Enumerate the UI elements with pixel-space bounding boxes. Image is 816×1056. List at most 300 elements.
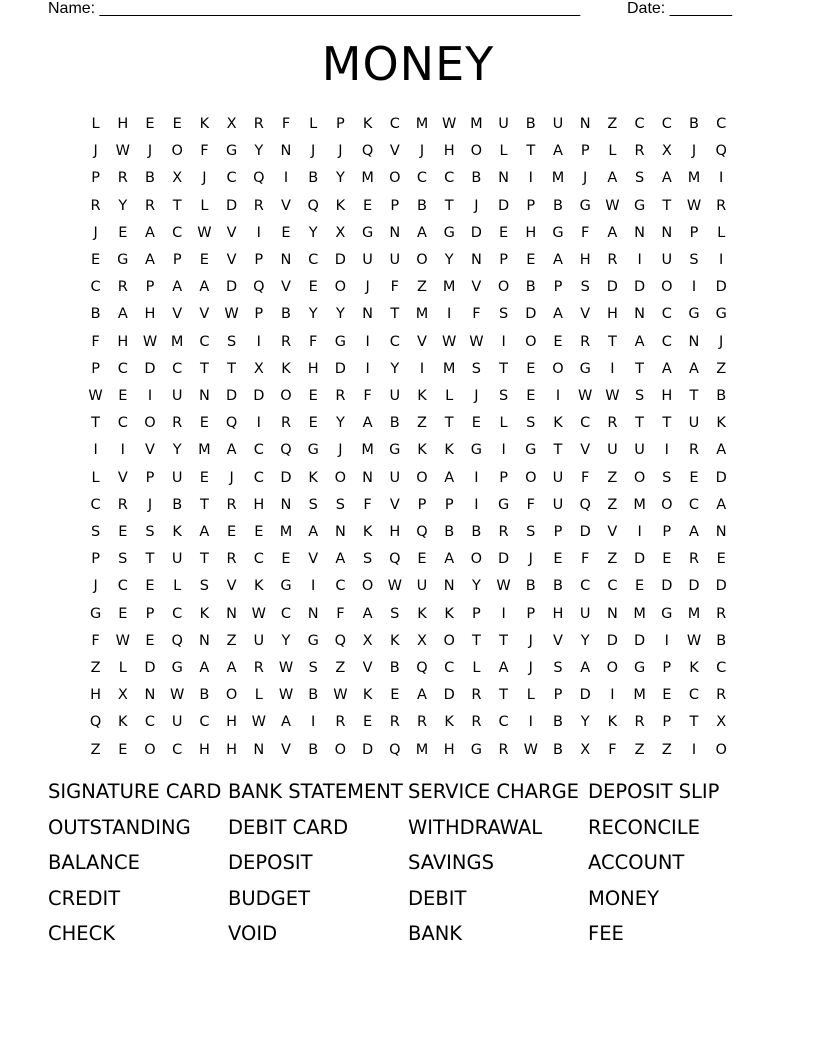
grid-letter: H [117, 333, 129, 350]
grid-letter: P [553, 524, 563, 540]
word-bank-item: CREDIT [48, 886, 121, 910]
letter-grid [82, 113, 742, 763]
grid-letter: G [280, 578, 292, 595]
grid-letter: V [226, 252, 237, 268]
grid-letter: N [362, 306, 374, 323]
grid-letter: K [281, 360, 291, 377]
grid-letter: N [253, 741, 265, 758]
grid-letter: B [308, 741, 319, 758]
grid-letter: I [637, 252, 642, 268]
grid-letter: L [91, 469, 100, 486]
grid-letter: E [716, 551, 726, 568]
grid-letter: Q [89, 714, 102, 731]
grid-letter: V [580, 442, 591, 459]
grid-letter: G [89, 605, 102, 622]
grid-letter: U [171, 469, 183, 486]
grid-letter: C [688, 496, 700, 513]
word-bank-item: RECONCILE [588, 815, 700, 839]
grid-letter: L [526, 687, 535, 704]
grid-letter: E [91, 252, 101, 268]
grid-letter: W [251, 605, 266, 622]
grid-letter: O [661, 496, 673, 513]
grid-letter: G [688, 306, 700, 323]
grid-letter: B [199, 687, 210, 704]
grid-letter: Z [607, 469, 618, 486]
grid-letter: A [607, 224, 618, 241]
grid-letter: V [117, 469, 128, 486]
grid-letter: Z [90, 741, 101, 758]
grid-letter: T [471, 632, 481, 649]
grid-letter: D [634, 632, 646, 649]
grid-letter: H [226, 741, 238, 758]
grid-letter: N [280, 496, 292, 513]
word-bank-item: CHECK [48, 922, 116, 945]
grid-letter: M [551, 170, 565, 187]
grid-letter: A [553, 252, 563, 268]
grid-letter: I [311, 578, 316, 595]
grid-letter: I [501, 333, 506, 350]
grid-letter: H [443, 143, 455, 160]
grid-letter: B [389, 415, 400, 432]
grid-letter: D [715, 578, 727, 595]
grid-letter: F [363, 496, 372, 513]
grid-letter: A [145, 252, 155, 268]
grid-letter: T [635, 415, 645, 432]
grid-letter: T [199, 496, 209, 513]
grid-letter: M [442, 360, 456, 377]
grid-letter: M [442, 279, 456, 296]
grid-letter: S [90, 524, 101, 540]
grid-letter: R [716, 197, 727, 214]
grid-letter: S [471, 360, 481, 377]
grid-letter: Y [254, 143, 264, 160]
grid-letter: I [474, 469, 479, 486]
grid-letter: D [144, 360, 156, 377]
date-line: Date: _______ [627, 0, 732, 17]
grid-letter: W [686, 197, 702, 214]
grid-row [82, 467, 742, 494]
grid-letter: D [579, 687, 591, 704]
grid-letter: U [362, 252, 373, 268]
grid-letter: T [145, 551, 155, 568]
grid-letter: V [607, 524, 618, 540]
grid-letter: K [444, 605, 454, 622]
grid-letter: R [335, 714, 346, 731]
grid-letter: R [280, 333, 292, 350]
grid-letter: B [172, 496, 183, 513]
grid-letter: Z [417, 415, 427, 432]
grid-letter: G [715, 306, 727, 323]
grid-letter: D [226, 279, 238, 296]
grid-letter: C [253, 469, 264, 486]
grid-letter: A [716, 442, 727, 459]
grid-letter: C [661, 306, 672, 323]
grid-letter: A [362, 415, 373, 432]
grid-letter: G [633, 197, 646, 214]
grid-letter: A [580, 660, 591, 676]
grid-letter: B [716, 632, 727, 649]
grid-letter: H [307, 360, 319, 377]
grid-letter: N [470, 252, 482, 268]
grid-letter: E [118, 524, 128, 540]
grid-letter: K [444, 714, 454, 731]
grid-letter: C [335, 578, 346, 595]
word-bank-item: BALANCE [48, 851, 140, 874]
grid-letter: D [606, 279, 618, 296]
grid-letter: V [226, 224, 237, 241]
grid-letter: S [689, 252, 699, 268]
grid-letter: B [444, 524, 455, 540]
grid-letter: E [118, 388, 128, 404]
grid-letter: E [145, 578, 155, 595]
grid-letter: S [118, 551, 128, 568]
grid-letter: M [170, 333, 184, 350]
grid-letter: P [662, 660, 672, 676]
grid-letter: R [634, 143, 645, 160]
grid-letter: T [499, 632, 509, 649]
grid-letter: H [253, 496, 265, 513]
grid-letter: R [117, 170, 128, 187]
grid-letter: O [144, 741, 156, 758]
grid-letter: Q [389, 551, 401, 568]
grid-letter: C [172, 360, 183, 377]
grid-letter: E [662, 551, 672, 568]
grid-letter: F [200, 143, 209, 160]
grid-letter: C [226, 170, 237, 187]
grid-letter: I [256, 224, 261, 241]
grid-letter: M [198, 442, 211, 459]
grid-letter: Y [390, 360, 400, 377]
grid-letter: H [389, 524, 401, 540]
grid-letter: K [390, 632, 400, 649]
grid-letter: K [199, 605, 210, 622]
grid-letter: T [689, 388, 699, 404]
grid-letter: V [145, 442, 155, 459]
grid-letter: I [120, 442, 125, 459]
grid-letter: N [688, 333, 700, 350]
grid-letter: K [417, 388, 427, 404]
word-bank-item: SIGNATURE CARD [48, 780, 222, 803]
grid-letter: C [199, 714, 210, 731]
grid-letter: F [581, 469, 590, 486]
grid-letter: O [334, 741, 347, 758]
grid-letter: V [471, 279, 482, 296]
grid-letter: C [389, 116, 400, 132]
grid-letter: P [336, 116, 345, 132]
grid-letter: O [416, 469, 428, 486]
grid-letter: X [661, 143, 672, 160]
grid-row [82, 494, 742, 521]
grid-letter: D [661, 578, 673, 595]
grid-letter: E [118, 224, 128, 241]
grid-letter: E [363, 714, 373, 731]
grid-letter: K [362, 116, 373, 132]
grid-letter: B [389, 660, 400, 676]
grid-letter: A [498, 660, 509, 676]
grid-letter: O [144, 415, 156, 432]
grid-letter: D [362, 741, 374, 758]
grid-letter: L [472, 660, 481, 676]
grid-letter: E [635, 578, 645, 595]
grid-letter: W [278, 687, 294, 704]
grid-letter: K [716, 415, 726, 432]
grid-letter: D [498, 551, 510, 568]
grid-letter: L [499, 143, 508, 160]
grid-letter: P [145, 279, 155, 296]
grid-letter: K [362, 687, 373, 704]
grid-letter: W [686, 632, 702, 649]
grid-letter: P [254, 252, 264, 268]
grid-letter: U [607, 442, 618, 459]
word-bank-item: VOID [228, 922, 278, 945]
grid-letter: O [470, 143, 483, 160]
grid-letter: Y [308, 306, 318, 323]
grid-letter: A [281, 714, 291, 731]
grid-letter: Y [580, 632, 590, 649]
grid-letter: F [91, 632, 100, 649]
grid-letter: A [199, 279, 210, 296]
grid-letter: E [281, 224, 291, 241]
grid-letter: I [365, 333, 370, 350]
grid-letter: A [661, 170, 672, 187]
grid-letter: A [417, 687, 427, 704]
grid-letter: E [199, 469, 209, 486]
grid-letter: D [253, 388, 265, 404]
grid-letter: F [91, 333, 100, 350]
grid-letter: H [606, 306, 618, 323]
grid-letter: Q [253, 279, 265, 296]
grid-row [82, 113, 742, 140]
grid-letter: U [634, 442, 645, 459]
grid-letter: U [389, 469, 401, 486]
grid-letter: C [580, 578, 591, 595]
grid-letter: O [552, 360, 564, 377]
grid-letter: S [390, 605, 400, 622]
grid-letter: U [579, 605, 591, 622]
grid-letter: N [144, 687, 156, 704]
grid-letter: O [361, 578, 374, 595]
grid-letter: S [498, 388, 509, 404]
grid-letter: R [144, 197, 156, 214]
grid-letter: F [336, 605, 345, 622]
worksheet-header [0, 0, 816, 20]
grid-letter: W [523, 741, 538, 758]
grid-letter: J [528, 551, 533, 568]
grid-letter: O [525, 469, 537, 486]
grid-letter: N [226, 605, 238, 622]
grid-letter: R [226, 551, 237, 568]
grid-letter: F [390, 279, 399, 296]
grid-row [82, 385, 742, 412]
word-bank-item: FEE [588, 922, 624, 945]
grid-letter: I [365, 360, 370, 377]
grid-letter: E [553, 551, 563, 568]
grid-letter: R [416, 714, 428, 731]
grid-letter: B [281, 306, 291, 323]
grid-letter: D [280, 469, 292, 486]
grid-letter: I [147, 388, 153, 404]
grid-letter: W [278, 660, 294, 676]
grid-letter: K [417, 605, 427, 622]
grid-letter: P [526, 197, 536, 214]
grid-letter: S [498, 306, 509, 323]
grid-letter: Z [226, 632, 237, 649]
grid-letter: A [308, 524, 319, 540]
grid-letter: B [716, 388, 727, 404]
grid-letter: G [389, 442, 401, 459]
grid-letter: P [553, 687, 563, 704]
grid-letter: H [661, 388, 673, 404]
grid-letter: N [579, 116, 591, 132]
word-bank-item: DEBIT [408, 886, 467, 910]
grid-letter: W [578, 388, 593, 404]
grid-letter: Y [335, 170, 345, 187]
grid-letter: B [525, 279, 536, 296]
grid-letter: F [581, 224, 590, 241]
word-bank-item: BUDGET [228, 886, 311, 910]
grid-letter: B [471, 170, 482, 187]
grid-letter: P [145, 605, 155, 622]
grid-letter: J [474, 388, 479, 404]
grid-letter: E [172, 116, 182, 132]
grid-letter: G [171, 660, 183, 676]
grid-letter: M [415, 741, 429, 758]
grid-letter: N [634, 224, 646, 241]
grid-letter: F [581, 551, 590, 568]
grid-letter: Q [715, 143, 727, 160]
grid-letter: Q [334, 632, 347, 649]
grid-row [82, 167, 742, 194]
grid-letter: I [610, 687, 615, 704]
grid-letter: W [605, 197, 620, 214]
grid-letter: V [281, 741, 291, 758]
grid-letter: G [334, 333, 347, 350]
page-title: MONEY [321, 37, 495, 91]
grid-letter: W [197, 224, 212, 241]
grid-letter: J [338, 143, 343, 160]
grid-letter: G [525, 442, 537, 459]
grid-letter: M [415, 116, 429, 132]
grid-letter: C [444, 170, 455, 187]
grid-letter: C [416, 170, 428, 187]
grid-letter: A [199, 524, 210, 540]
grid-row [82, 739, 742, 766]
grid-letter: O [606, 660, 619, 676]
word-bank-item: WITHDRAWAL [408, 815, 543, 839]
grid-letter: T [662, 197, 672, 214]
grid-letter: G [497, 496, 510, 513]
grid-row [82, 276, 742, 303]
grid-row [82, 684, 742, 711]
word-bank [48, 778, 768, 958]
grid-letter: V [389, 143, 400, 160]
grid-letter: V [199, 306, 210, 323]
grid-letter: O [334, 469, 347, 486]
grid-letter: R [172, 415, 183, 432]
grid-letter: F [472, 306, 481, 323]
grid-letter: U [498, 116, 509, 132]
word-bank-item: DEPOSIT [228, 851, 313, 874]
grid-letter: I [610, 360, 615, 377]
grid-letter: I [555, 388, 561, 404]
grid-letter: A [444, 469, 455, 486]
grid-letter: F [309, 333, 318, 350]
grid-letter: T [635, 360, 645, 377]
grid-letter: K [444, 442, 454, 459]
grid-letter: E [118, 605, 128, 622]
grid-letter: B [553, 197, 563, 214]
grid-letter: S [335, 496, 345, 513]
grid-letter: Q [307, 197, 319, 214]
grid-letter: A [362, 605, 373, 622]
grid-letter: C [498, 714, 509, 731]
grid-letter: S [526, 524, 536, 540]
grid-letter: N [715, 524, 727, 540]
grid-letter: O [416, 252, 428, 268]
grid-letter: W [387, 578, 402, 595]
grid-letter: E [308, 415, 318, 432]
grid-letter: K [607, 714, 618, 731]
grid-letter: V [417, 333, 427, 350]
grid-letter: U [389, 388, 401, 404]
grid-letter: Y [335, 306, 345, 323]
grid-letter: D [715, 279, 727, 296]
grid-letter: O [225, 687, 238, 704]
grid-letter: W [442, 116, 457, 132]
grid-letter: D [688, 578, 700, 595]
grid-letter: W [469, 333, 484, 350]
grid-letter: G [470, 741, 483, 758]
grid-letter: T [199, 551, 209, 568]
grid-letter: Z [716, 360, 727, 377]
grid-letter: R [253, 197, 264, 214]
grid-letter: O [633, 469, 646, 486]
grid-letter: C [172, 605, 183, 622]
grid-letter: R [253, 660, 264, 676]
grid-letter: W [251, 714, 266, 731]
grid-letter: M [633, 687, 646, 704]
grid-letter: I [719, 252, 724, 268]
grid-letter: W [88, 388, 103, 404]
grid-letter: R [117, 496, 128, 513]
grid-letter: Y [172, 442, 182, 459]
grid-letter: C [308, 252, 319, 268]
grid-letter: G [552, 224, 564, 241]
grid-letter: R [688, 442, 700, 459]
grid-letter: M [470, 116, 483, 132]
word-bank-item: BANK [408, 922, 463, 945]
grid-letter: G [361, 224, 374, 241]
grid-letter: T [444, 415, 454, 432]
grid-letter: E [308, 388, 318, 404]
grid-letter: A [716, 496, 727, 513]
grid-letter: E [417, 551, 427, 568]
grid-letter: D [634, 279, 646, 296]
grid-letter: G [307, 632, 319, 649]
word-bank-item: BANK STATEMENT [228, 780, 403, 803]
grid-letter: L [608, 143, 617, 160]
name-line: Name: ______________________________________________________ [48, 0, 581, 17]
grid-letter: J [528, 632, 533, 649]
grid-letter: P [417, 496, 427, 513]
grid-letter: T [499, 360, 509, 377]
grid-letter: R [335, 388, 346, 404]
grid-letter: Z [90, 660, 101, 676]
grid-letter: C [199, 333, 210, 350]
grid-letter: B [525, 116, 536, 132]
grid-letter: S [526, 415, 536, 432]
grid-letter: E [526, 252, 536, 268]
